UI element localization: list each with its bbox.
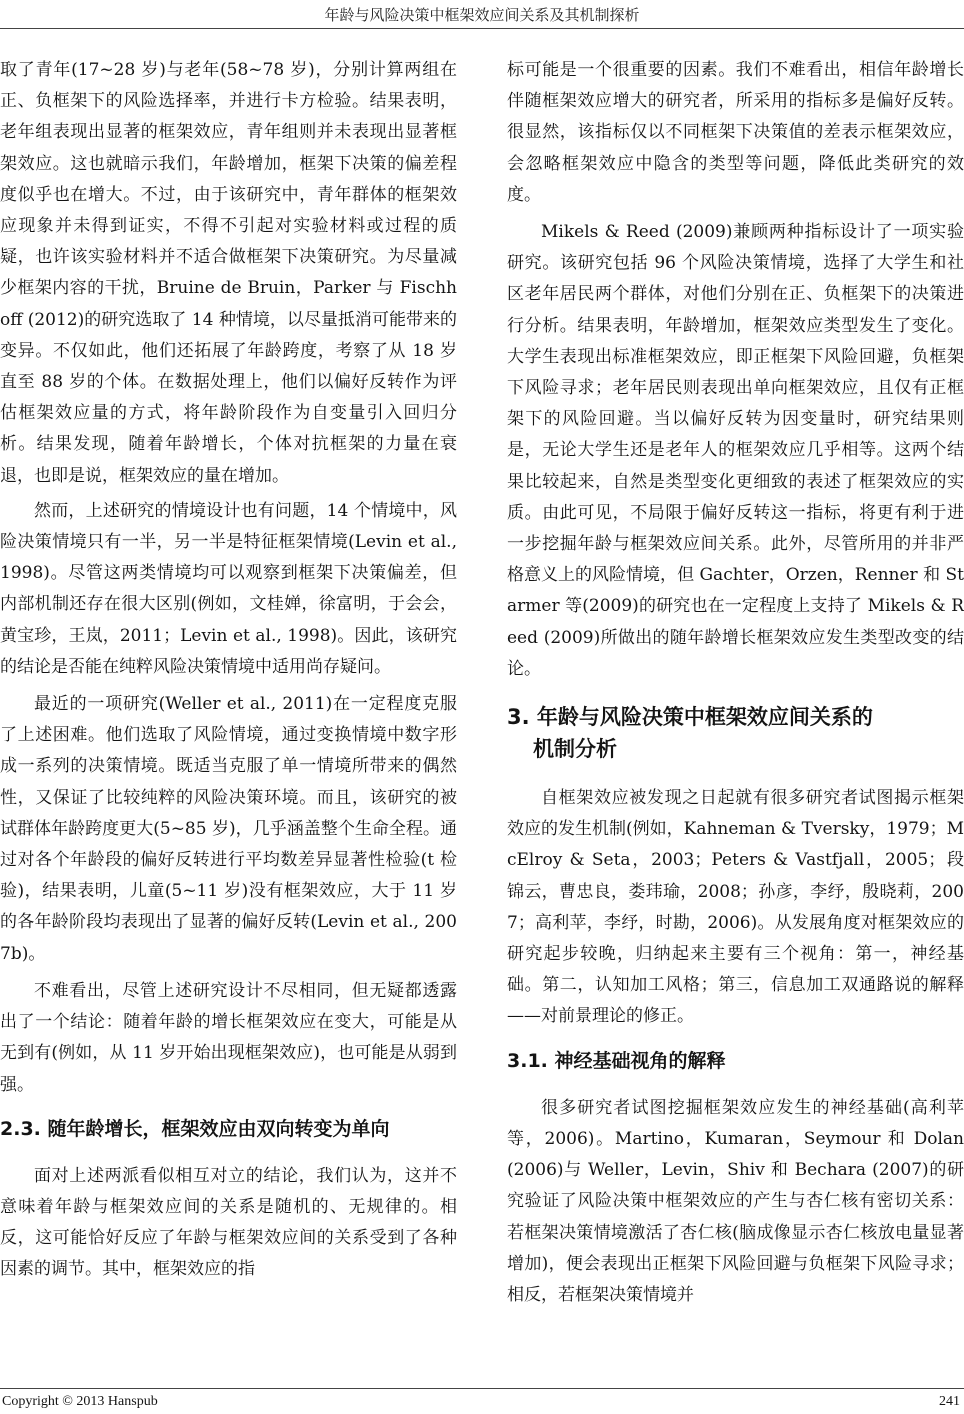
section-heading-3-1: 3.1. 神经基础视角的解释 [507, 1049, 726, 1072]
paragraph: 最近的一项研究(Weller et al., 2011)在一定程度克服了上述困难。他们选取了风险情境，通过变换情境中数字形成一系列的决策情境。既适当克服了单一情境所带来的偶然性，又保证了比较纯粹的风险决策环境。而且，该研究的被试群体年龄跨度更大(5~85 岁)，几乎涵盖整个生命全程。通过对各个年龄段的偏好反转进行平均数差异显著性检验(t 检验)，结果表明，儿童(5~11 岁)没有框架效应，大于 11 岁的各年龄阶段均表现出了显著的偏好反转(Levin et al., 2007b)。 [0, 694, 457, 964]
paragraph: 取了青年(17~28 岁)与老年(58~78 岁)，分别计算两组在正、负框架下的风险选择率，并进行卡方检验。结果表明，老年组表现出显著的框架效应，青年组则并未表现出显著框架效应。这也就暗示我们，年龄增加，框架下决策的偏差程度似乎也在增大。不过，由于该研究中，青年群体的框架效应现象并未得到证实，不得不引起对实验材料或过程的质疑，也许该实验材料并不适合做框架下决策研究。为尽量减少框架内容的干扰，Bruine de Bruin，Parker 与 Fischhoff (2012)的研究选取了 14 种情境，以尽量抵消可能带来的变异。不仅如此，他们还拓展了年龄跨度，考察了从 18 岁直至 88 岁的个体。在数据处理上，他们以偏好反转作为评估框架效应量的方式，将年龄阶段作为自变量引入回归分析。结果发现，随着年龄增长，个体对抗框架的力量在衰退，也即是说，框架效应的量在增加。 [0, 60, 457, 486]
header-rule [0, 28, 964, 29]
section-heading-2-3: 2.3. 随年龄增长，框架效应由双向转变为单向 [0, 1117, 390, 1140]
paragraph: 不难看出，尽管上述研究设计不尽相同，但无疑都透露出了一个结论：随着年龄的增长框架效应在变大，可能是从无到有(例如，从 11 岁开始出现框架效应)，也可能是从弱到强。 [0, 980, 457, 1095]
paragraph: 然而，上述研究的情境设计也有问题，14 个情境中，风险决策情境只有一半，另一半是特征框架情境(Levin et al., 1998)。尽管这两类情境均可以观察到框架下决策偏差，但内部机制还存在很大区别(例如，文桂婵，徐富明，于会会，黄宝珍，王岚，2011；Levin et al., 1998)。因此，该研究的结论是否能在纯粹风险决策情境中适用尚存疑问。 [0, 500, 457, 677]
footer-rule [0, 1388, 964, 1389]
paragraph: Mikels & Reed (2009)兼顾两种指标设计了一项实验研究。该研究包括 96 个风险决策情境，选择了大学生和社区老年居民两个群体，对他们分别在正、负框架下的决策进行分析。结果表明，年龄增加，框架效应类型发生了变化。大学生表现出标准框架效应，即正框架下风险回避，负框架下风险寻求；老年居民则表现出单向框架效应，且仅有正框架下的风险回避。当以偏好反转为因变量时，研究结果则是，无论大学生还是老年人的框架效应几乎相等。这两个结果比较起来，自然是类型变化更细致的表述了框架效应的实质。由此可见，不局限于偏好反转这一指标，将更有利于进一步挖掘年龄与框架效应间关系。此外，尽管所用的并非严格意义上的风险情境，但 Gachter，Orzen，Renner 和 Starmer 等(2009)的研究也在一定程度上支持了 Mikels & Reed (2009)所做出的随年龄增长框架效应发生类型改变的结论。 [507, 222, 964, 679]
section-heading-3 [507, 701, 964, 765]
paragraph: 标可能是一个很重要的因素。我们不难看出，相信年龄增长伴随框架效应增大的研究者，所采用的指标多是偏好反转。很显然，该指标仅以不同框架下决策值的差表示框架效应，会忽略框架效应中隐含的类型等问题，降低此类研究的效度。 [507, 60, 964, 205]
section-heading-3-line1: 3. 年龄与风险决策中框架效应间关系的 [507, 705, 873, 730]
paragraph: 很多研究者试图挖掘框架效应发生的神经基础(高利苹等，2006)。Martino，Kumaran，Seymour 和 Dolan (2006)与 Weller，Levin，Shiv 和 Bechara (2007)的研究验证了风险决策中框架效应的产生与杏仁核有密切关系：若框架决策情境激活了杏仁核(脑成像显示杏仁核放电量显著增加)，便会表现出正框架下风险回避与负框架下风险寻求；相反，若框架决策情境并 [507, 1097, 964, 1305]
copyright-notice: Copyright © 2013 Hanspub [2, 1394, 158, 1409]
section-heading-3-line2: 机制分析 [533, 737, 617, 762]
page-number: 241 [939, 1394, 960, 1409]
right-column [507, 55, 964, 1311]
paragraph: 面对上述两派看似相互对立的结论，我们认为，这并不意味着年龄与框架效应间的关系是随机的、无规律的。相反，这可能恰好反应了年龄与框架效应间的关系受到了各种因素的调节。其中，框架效应的指 [0, 1165, 457, 1280]
paragraph: 自框架效应被发现之日起就有很多研究者试图揭示框架效应的发生机制(例如，Kahneman & Tversky，1979；McElroy & Seta，2003；Peters & Vastfjall，2005；段锦云，曹忠良，娄玮瑜，2008；孙彦，李纾，殷晓莉，2007；高利苹，李纾，时勘，2006)。从发展角度对框架效应的研究起步较晚，归纳起来主要有三个视角：第一，神经基础。第二，认知加工风格；第三，信息加工双通路说的解释——对前景理论的修正。 [507, 788, 964, 1027]
running-header: 年龄与风险决策中框架效应间关系及其机制探析 [324, 6, 640, 24]
left-column [0, 55, 457, 1286]
